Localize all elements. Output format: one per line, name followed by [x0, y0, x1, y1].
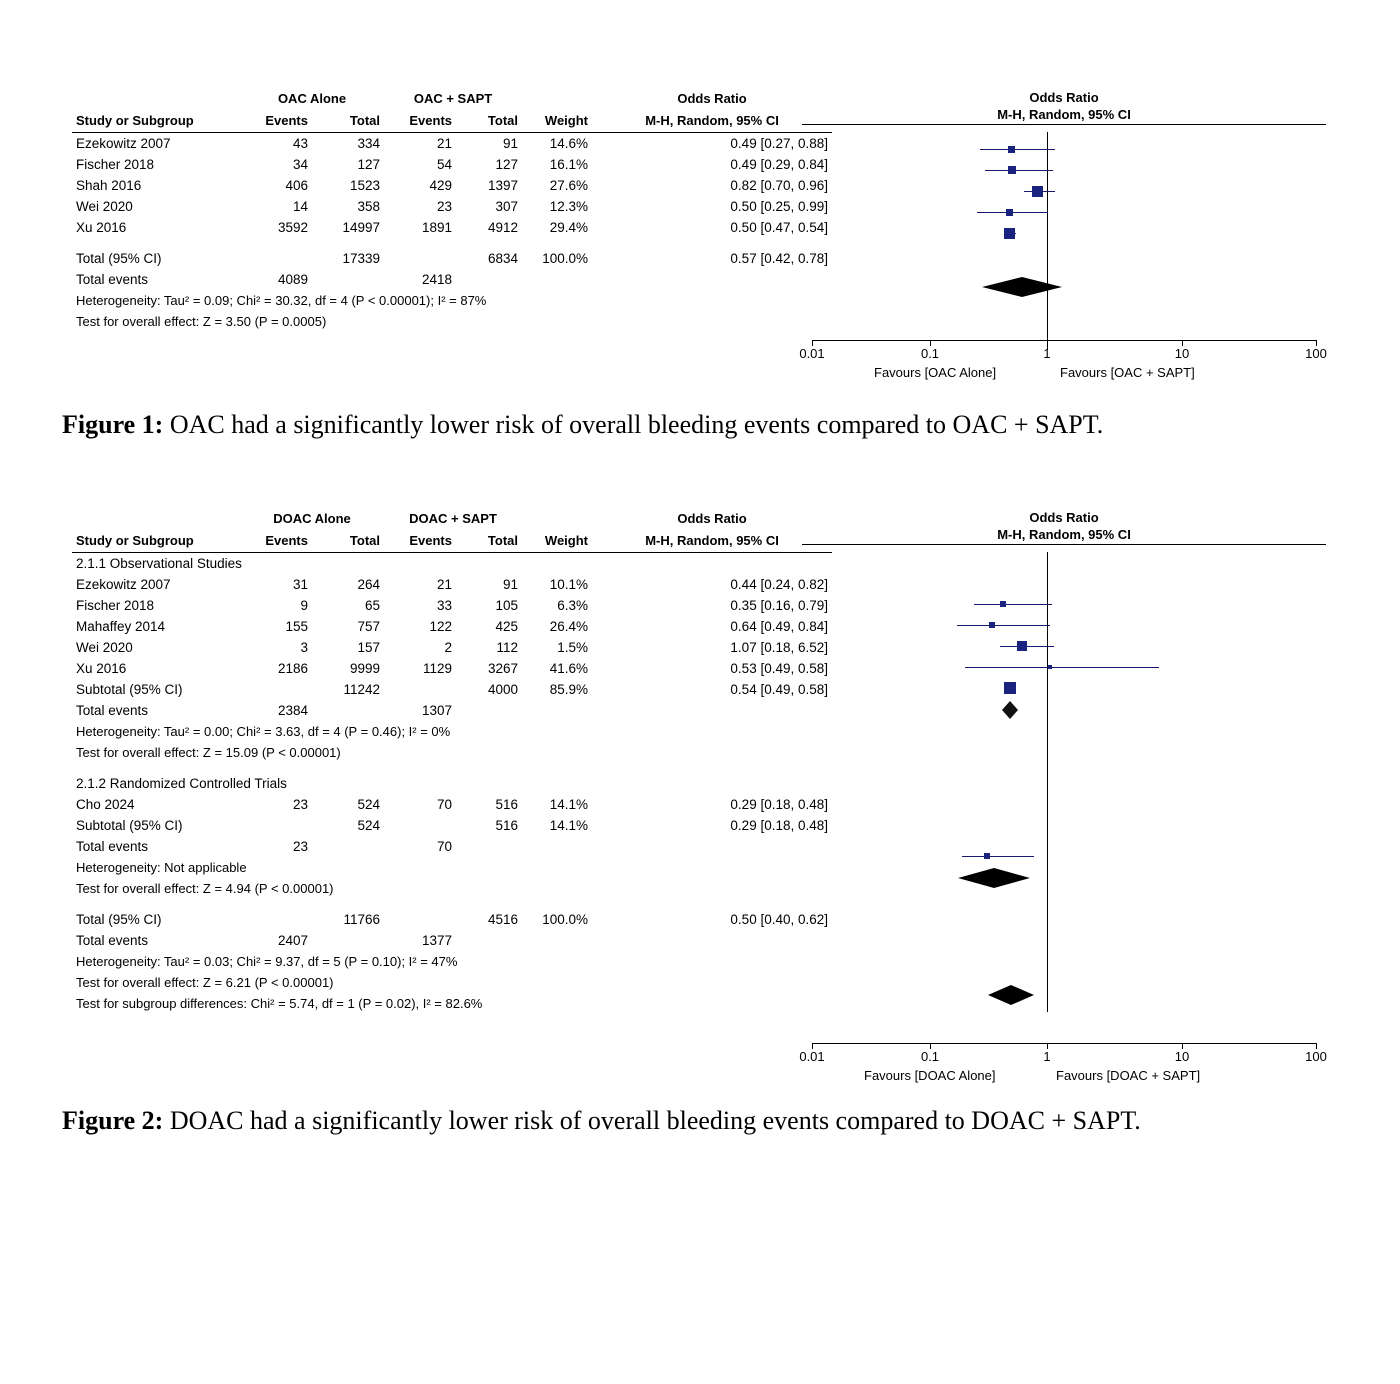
figure1-total-events-label: Total events [76, 272, 149, 287]
figure2-tick-label-0: 0.01 [799, 1049, 825, 1064]
figure2-null-line [1047, 552, 1048, 1012]
figure1-row3-n2: 307 [495, 199, 519, 214]
figure1-row4-e2: 1891 [421, 220, 453, 235]
figure1-favours-right: Favours [OAC + SAPT] [1060, 365, 1195, 380]
figure1-row0-e2: 21 [436, 136, 453, 151]
figure2-s2-total-events-row [72, 836, 832, 857]
figure1-marker-0 [1008, 146, 1015, 153]
table-row [72, 794, 832, 815]
figure2-s2-subtotal-n2: 516 [495, 818, 519, 833]
figure2-total-weight: 100.0% [542, 912, 589, 927]
figure1-total-label: Total (95% CI) [76, 251, 162, 266]
figure1-group1-label: OAC Alone [277, 91, 347, 106]
figure1-summary-diamond [982, 276, 1062, 298]
figure2-s1-row4-e2: 1129 [422, 661, 452, 676]
figure2-group-header-row [72, 508, 832, 530]
figure2-col-model: M-H, Random, 95% CI [592, 530, 832, 553]
figure2-group1-label: DOAC Alone [273, 511, 351, 526]
figure2-subtotal-1-diamond [1002, 701, 1018, 719]
figure2-s1-row0-n2: 91 [502, 577, 519, 592]
figure2-s1-row2-study: Mahaffey 2014 [76, 619, 166, 634]
figure1-row3-weight: 12.3% [549, 199, 589, 214]
figure2-total-label: Total (95% CI) [76, 912, 162, 927]
figure1-col-weight: Weight [522, 110, 592, 133]
figure2-s1-row1-study: Fischer 2018 [76, 598, 155, 613]
figure2-total-events-row [72, 930, 832, 951]
forest-plot-figure-1 [72, 88, 1327, 380]
figure2-s1-row3-study: Wei 2020 [76, 640, 133, 655]
figure1-row3-e2: 23 [436, 199, 453, 214]
figure2-spacer-2 [72, 899, 832, 909]
figure2-s1-row2-ci: 0.64 [0.49, 0.84] [730, 619, 829, 634]
figure1-tick-label-0: 0.01 [799, 346, 825, 361]
figure2-s1-row0-ci: 0.44 [0.24, 0.82] [730, 577, 829, 592]
figure2-caption [62, 1104, 1302, 1138]
forest-plot-figure-2 [72, 508, 1327, 1083]
figure1-group-header-row [72, 88, 832, 110]
figure2-total-row [72, 909, 832, 930]
figure1-total-n2: 6834 [487, 251, 519, 266]
figure2-s2-subtotal-ci: 0.29 [0.18, 0.48] [730, 818, 829, 833]
figure2-subgroup1-title: 2.1.1 Observational Studies [76, 556, 242, 571]
figure1-effect-row [72, 311, 832, 332]
figure2-heterogeneity: Heterogeneity: Tau² = 0.03; Chi² = 9.37, df = 5 (P = 0.10); I² = 47% [76, 954, 458, 969]
figure2-s1-row4-n2: 3267 [487, 661, 519, 676]
figure1-column-header-row [72, 110, 832, 133]
figure2-total-n1: 11766 [343, 912, 380, 927]
figure1-row2-weight: 27.6% [549, 178, 589, 193]
figure2-s2-row0-ci: 0.29 [0.18, 0.48] [730, 797, 829, 812]
figure1-row3-ci: 0.50 [0.25, 0.99] [730, 199, 829, 214]
figure2-plot-header-rule [802, 544, 1326, 545]
figure2-s1-subtotal-label: Subtotal (95% CI) [76, 682, 183, 697]
figure2-s1-row4-ci: 0.53 [0.49, 0.58] [730, 661, 829, 676]
figure1-tick-label-2: 1 [1043, 346, 1051, 361]
figure1-ci-line-0 [980, 149, 1055, 150]
figure2-subgroup-diff-row [72, 993, 832, 1014]
figure2-total-n2: 4516 [487, 912, 519, 927]
table-row [72, 658, 832, 679]
figure2-tick-label-4: 100 [1305, 1049, 1327, 1064]
figure2-s2-overall-effect: Test for overall effect: Z = 4.94 (P < 0.00001) [76, 881, 334, 896]
figure2-col-total-1: Total [312, 530, 384, 553]
figure2-s1-row0-weight: 10.1% [549, 577, 589, 592]
figure2-s1-row3-e1: 3 [300, 640, 308, 655]
figure1-total-n1: 17339 [342, 251, 381, 266]
figure2-s2-subtotal-label: Subtotal (95% CI) [76, 818, 183, 833]
figure2-s2-effect-row [72, 878, 832, 899]
figure1-heterogeneity: Heterogeneity: Tau² = 0.09; Chi² = 30.32, df = 4 (P < 0.00001); I² = 87% [76, 293, 487, 308]
figure1-row0-study: Ezekowitz 2007 [76, 136, 171, 151]
figure2-s2-total-events-label: Total events [76, 839, 149, 854]
figure2-total-events-label: Total events [76, 933, 149, 948]
figure2-total-events-2: 1377 [421, 933, 452, 948]
figure2-s2-heterogeneity-row [72, 857, 832, 878]
figure1-plot-header-rule [802, 124, 1326, 125]
figure2-s1-row1-n1: 65 [364, 598, 380, 613]
figure1-caption-text: OAC had a significantly lower risk of overall bleeding events compared to OAC + SAPT. [163, 410, 1104, 439]
figure2-tick-label-2: 1 [1043, 1049, 1051, 1064]
figure2-s2-row0-weight: 14.1% [549, 797, 589, 812]
figure2-s2-heterogeneity: Heterogeneity: Not applicable [76, 860, 247, 875]
figure2-s2-row0-e1: 23 [292, 797, 308, 812]
figure2-marker-5 [984, 853, 990, 859]
figure2-ci-line-5 [962, 856, 1034, 857]
figure2-s2-subtotal-weight: 14.1% [549, 818, 589, 833]
figure1-favours-left: Favours [OAC Alone] [874, 365, 997, 380]
figure2-s1-total-events-label: Total events [76, 703, 149, 718]
figure2-s2-total-events-2: 70 [436, 839, 452, 854]
figure2-s1-row3-e2: 2 [444, 640, 452, 655]
figure2-subgroup1-subtotal-row [72, 679, 832, 700]
figure1-row0-n2: 91 [502, 136, 519, 151]
figure2-favours-left: Favours [DOAC Alone] [864, 1068, 996, 1083]
figure2-effect-row [72, 972, 832, 993]
figure2-s1-row3-n1: 157 [357, 640, 380, 655]
figure2-total-ci: 0.50 [0.40, 0.62] [730, 912, 829, 927]
figure2-marker-0 [1000, 601, 1006, 607]
figure2-ci-line-3 [965, 667, 1159, 668]
figure2-s1-total-events-1: 2384 [277, 703, 308, 718]
figure2-subtotal-2-diamond [958, 867, 1030, 889]
figure1-row0-n1: 334 [357, 136, 381, 151]
figure1-row2-study: Shah 2016 [76, 178, 142, 193]
figure2-s1-row0-study: Ezekowitz 2007 [76, 577, 171, 592]
figure1-row4-study: Xu 2016 [76, 220, 127, 235]
figure2-s1-row2-n1: 757 [357, 619, 380, 634]
figure1-ci-line-1 [985, 170, 1053, 171]
figure2-s2-subtotal-n1: 524 [357, 818, 380, 833]
figure1-tick-label-3: 10 [1174, 346, 1190, 361]
figure2-column-header-row [72, 530, 832, 553]
figure2-s1-subtotal-n2: 4000 [487, 682, 519, 697]
figure2-s1-row4-n1: 9999 [349, 661, 380, 676]
figure2-marker-3 [1048, 665, 1052, 669]
figure2-s1-heterogeneity-row [72, 721, 832, 742]
figure1-tick-label-1: 0.1 [920, 346, 940, 361]
figure1-caption-label: Figure 1: [62, 410, 164, 439]
figure2-tick-label-3: 10 [1174, 1049, 1190, 1064]
figure2-col-study: Study or Subgroup [72, 530, 240, 553]
figure2-s1-effect-row [72, 742, 832, 763]
figure2-col-total-2: Total [456, 530, 522, 553]
table-row [72, 574, 832, 595]
figure2-s2-row0-n1: 524 [357, 797, 380, 812]
figure1-row3-n1: 358 [357, 199, 381, 214]
figure2-col-weight: Weight [522, 530, 592, 553]
figure1-row1-n1: 127 [357, 157, 381, 172]
figure2-plot-title: Odds Ratio [1029, 510, 1099, 525]
figure2-s1-row4-study: Xu 2016 [76, 661, 127, 676]
figure1-row2-n1: 1523 [349, 178, 381, 193]
figure1-row4-n1: 14997 [342, 220, 381, 235]
table-row [72, 133, 832, 155]
figure1-row0-ci: 0.49 [0.27, 0.88] [730, 136, 829, 151]
figure2-marker-1 [989, 622, 995, 628]
figure2-marker-2 [1017, 641, 1027, 651]
figure2-s1-overall-effect: Test for overall effect: Z = 15.09 (P < 0.00001) [76, 745, 341, 760]
figure2-s1-subtotal-ci: 0.54 [0.49, 0.58] [730, 682, 829, 697]
table-row [72, 595, 832, 616]
figure2-s1-row2-e1: 155 [285, 619, 308, 634]
figure1-row4-e1: 3592 [277, 220, 308, 235]
figure1-row3-e1: 14 [292, 199, 308, 214]
figure2-s1-row2-weight: 26.4% [549, 619, 589, 634]
figure2-s1-subtotal-n1: 11242 [343, 682, 380, 697]
table-row [72, 154, 832, 175]
figure1-total-ci: 0.57 [0.42, 0.78] [730, 251, 829, 266]
figure2-s1-row2-n2: 425 [495, 619, 519, 634]
figure1-overall-effect: Test for overall effect: Z = 3.50 (P = 0.0005) [76, 314, 327, 329]
figure1-row1-weight: 16.1% [549, 157, 589, 172]
figure2-ci-line-0 [974, 604, 1052, 605]
figure2-col-events-1: Events [240, 530, 312, 553]
figure2-tick-label-1: 0.1 [920, 1049, 940, 1064]
figure2-caption-text: DOAC had a significantly lower risk of overall bleeding events compared to DOAC + SAPT. [163, 1106, 1141, 1135]
figure1-marker-3 [1006, 209, 1013, 216]
figure1-heterogeneity-row [72, 290, 832, 311]
figure2-s1-row1-weight: 6.3% [557, 598, 589, 613]
figure1-row1-e2: 54 [436, 157, 453, 172]
figure1-row2-e2: 429 [429, 178, 453, 193]
figure2-subgroup2-title: 2.1.2 Randomized Controlled Trials [76, 776, 287, 791]
figure2-s1-total-events-2: 1307 [421, 703, 452, 718]
figure1-effect-header: Odds Ratio [677, 91, 747, 106]
figure2-s1-row1-ci: 0.35 [0.16, 0.79] [730, 598, 829, 613]
figure1-row1-e1: 34 [292, 157, 308, 172]
figure2-ci-line-2 [1000, 646, 1054, 647]
figure1-spacer [72, 238, 832, 248]
figure1-col-study: Study or Subgroup [72, 110, 240, 133]
figure1-row4-n2: 4912 [487, 220, 519, 235]
table-row [72, 616, 832, 637]
figure1-total-events-2: 2418 [421, 272, 453, 287]
figure2-subgroup2-title-row [72, 773, 832, 794]
figure2-s1-row4-e1: 2186 [277, 661, 308, 676]
figure1-group2-label: OAC + SAPT [413, 91, 493, 106]
figure1-row0-weight: 14.6% [549, 136, 589, 151]
figure2-summary-diamond [988, 984, 1034, 1006]
figure2-s1-heterogeneity: Heterogeneity: Tau² = 0.00; Chi² = 3.63, df = 4 (P = 0.46); I² = 0% [76, 724, 451, 739]
figure2-heterogeneity-row [72, 951, 832, 972]
figure2-col-events-2: Events [384, 530, 456, 553]
figure2-s1-row1-n2: 105 [495, 598, 519, 613]
figure1-total-row [72, 248, 832, 269]
figure2-s1-row0-e2: 21 [436, 577, 452, 592]
figure1-row2-n2: 1397 [487, 178, 519, 193]
figure1-total-weight: 100.0% [542, 251, 589, 266]
figure1-row2-ci: 0.82 [0.70, 0.96] [730, 178, 829, 193]
figure1-row1-study: Fischer 2018 [76, 157, 155, 172]
figure2-s2-row0-n2: 516 [495, 797, 519, 812]
figure2-s1-row1-e2: 33 [436, 598, 452, 613]
figure1-marker-4 [1004, 228, 1015, 239]
table-row [72, 217, 832, 238]
figure2-marker-4 [1004, 682, 1016, 694]
figure1-caption [62, 408, 1302, 442]
figure2-data-table [72, 508, 832, 1014]
figure2-subgroup2-subtotal-row [72, 815, 832, 836]
figure1-data-table [72, 88, 832, 332]
figure1-total-events-1: 4089 [277, 272, 308, 287]
figure2-favours-right: Favours [DOAC + SAPT] [1056, 1068, 1201, 1083]
figure2-subgroup-differences: Test for subgroup differences: Chi² = 5.74, df = 1 (P = 0.02), I² = 82.6% [76, 996, 483, 1011]
figure1-plot-title: Odds Ratio [1029, 90, 1099, 105]
figure2-plot-subtitle: M-H, Random, 95% CI [997, 527, 1131, 542]
figure1-marker-1 [1008, 166, 1016, 174]
table-row [72, 196, 832, 217]
figure1-col-total-1: Total [312, 110, 384, 133]
figure1-row2-e1: 406 [285, 178, 308, 193]
figure1-plot-subtitle: M-H, Random, 95% CI [997, 107, 1131, 122]
figure2-s1-subtotal-weight: 85.9% [549, 682, 589, 697]
figure1-row4-weight: 29.4% [549, 220, 589, 235]
figure1-col-total-2: Total [456, 110, 522, 133]
figure2-subgroup1-title-row [72, 553, 832, 575]
figure1-col-model: M-H, Random, 95% CI [592, 110, 832, 133]
figure2-spacer-1 [72, 763, 832, 773]
figure2-group2-label: DOAC + SAPT [409, 511, 497, 526]
figure2-s1-row4-weight: 41.6% [549, 661, 589, 676]
table-row [72, 637, 832, 658]
figure1-tick-label-4: 100 [1305, 346, 1327, 361]
figure1-marker-2 [1032, 186, 1043, 197]
figure1-col-events-2: Events [384, 110, 456, 133]
figure1-row0-e1: 43 [292, 136, 308, 151]
figure2-effect-header: Odds Ratio [677, 511, 747, 526]
figure1-col-events-1: Events [240, 110, 312, 133]
figure2-caption-label: Figure 2: [62, 1106, 164, 1135]
figure2-s1-row3-n2: 112 [496, 640, 519, 655]
figure2-s2-total-events-1: 23 [292, 839, 308, 854]
figure2-s2-row0-e2: 70 [436, 797, 452, 812]
figure1-axis-line [812, 340, 1316, 341]
figure1-row1-ci: 0.49 [0.29, 0.84] [730, 157, 829, 172]
figure1-row3-study: Wei 2020 [76, 199, 133, 214]
figure2-overall-effect: Test for overall effect: Z = 6.21 (P < 0.00001) [76, 975, 334, 990]
figure1-row1-n2: 127 [495, 157, 519, 172]
figure2-s1-row3-ci: 1.07 [0.18, 6.52] [730, 640, 829, 655]
figure2-s2-row0-study: Cho 2024 [76, 797, 135, 812]
figure2-s1-total-events-row [72, 700, 832, 721]
figure2-s1-row0-n1: 264 [357, 577, 380, 592]
figure2-s1-row3-weight: 1.5% [557, 640, 589, 655]
table-row [72, 175, 832, 196]
figure1-total-events-row [72, 269, 832, 290]
figure2-s1-row2-e2: 122 [429, 619, 452, 634]
figure2-total-events-1: 2407 [277, 933, 308, 948]
figure2-ci-line-1 [957, 625, 1050, 626]
figure2-axis-line [812, 1043, 1316, 1044]
figure2-plot-area [799, 508, 1327, 1108]
figure2-s1-row1-e1: 9 [300, 598, 308, 613]
figure1-row4-ci: 0.50 [0.47, 0.54] [730, 220, 829, 235]
figure2-s1-row0-e1: 31 [292, 577, 308, 592]
figure1-plot-area [799, 88, 1327, 388]
figure1-null-line [1047, 132, 1048, 350]
